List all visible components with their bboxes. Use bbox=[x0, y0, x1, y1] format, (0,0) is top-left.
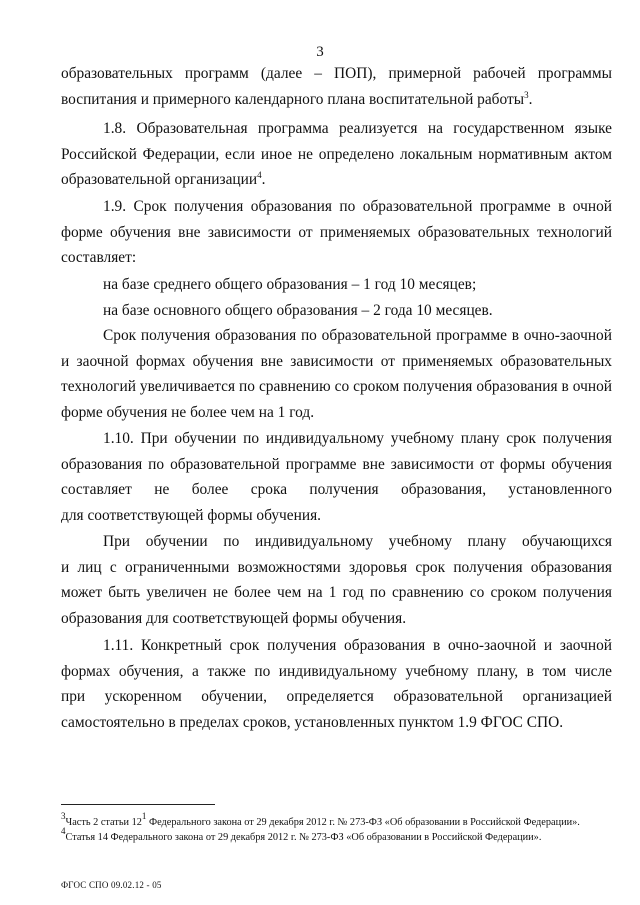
paragraph bbox=[61, 298, 612, 324]
text-line: образовательных программ (далее – ПОП), примерной рабочей программы bbox=[61, 65, 612, 82]
text-line: форме обучения не более чем на 1 год. bbox=[61, 403, 315, 421]
paragraph bbox=[61, 633, 612, 735]
text-line: самостоятельно в пределах сроков, установленных пунктом 1.9 ФГОС СПО. bbox=[61, 713, 564, 731]
text-line: технологий увеличивается по сравнению со сроком получения образования в очной bbox=[61, 378, 612, 395]
text-line: Срок получения образования по образовательной программе в очно-заочной bbox=[103, 327, 612, 344]
text-line: образования для соответствующей формы обучения. bbox=[61, 609, 407, 627]
text-line: и заочной формах обучения вне зависимости от применяемых образовательных bbox=[61, 352, 612, 370]
text-line: Российской Федерации, если иное не определено локальным нормативным актом bbox=[61, 145, 612, 163]
paragraph bbox=[61, 426, 612, 528]
footnote-ref: 4 bbox=[257, 170, 262, 180]
footnote-divider bbox=[61, 804, 215, 805]
text-line: воспитания и примерного календарного плана воспитательной работы$^3$. bbox=[61, 89, 533, 108]
page-number: 3 bbox=[316, 44, 324, 60]
text-line: на базе среднего общего образования – 1 год 10 месяцев; bbox=[103, 276, 477, 293]
text-line: и лиц с ограниченными возможностями здоровья срок получения образования bbox=[61, 558, 612, 576]
text-line: составляет не более срока получения образования, установленного bbox=[61, 481, 612, 498]
footnote: $^3$Часть 2 статьи $12^1$ Федерального закона от 29 декабря 2012 г. № 273-ФЗ «Об образовании в Российской Федерации». bbox=[61, 811, 580, 828]
footnote-mark: 4 bbox=[61, 826, 66, 836]
paragraph bbox=[61, 194, 612, 271]
text-line: 1.11. Конкретный срок получения образования в очно-заочной и заочной bbox=[103, 637, 612, 654]
paragraph bbox=[61, 116, 612, 193]
text-line: составляет: bbox=[61, 249, 137, 266]
footnote: $^4$Статья 14 Федерального закона от 29 декабря 2012 г. № 273-ФЗ «Об образовании в Российской Федерации». bbox=[61, 826, 542, 843]
footnote-ref: 3 bbox=[524, 89, 529, 100]
text-line: на базе основного общего образования – 2 года 10 месяцев. bbox=[103, 302, 493, 319]
text-line: 1.9. Срок получения образования по образовательной программе в очной bbox=[103, 198, 612, 215]
text-line: образовательной организации$^4$. bbox=[61, 170, 266, 188]
text-line: форме обучения вне зависимости от применяемых образовательных технологий bbox=[61, 223, 612, 241]
paragraph bbox=[61, 529, 612, 631]
text-line: При обучении по индивидуальному учебному плану обучающихся bbox=[103, 533, 612, 550]
text-line: при ускоренном обучении, определяется образовательной организацией bbox=[61, 688, 612, 705]
paragraph bbox=[61, 61, 612, 112]
text-line: образования по образовательной программе вне зависимости от формы обучения bbox=[61, 455, 612, 473]
text-line: 1.8. Образовательная программа реализуется на государственном языке bbox=[103, 120, 612, 137]
text-line: 1.10. При обучении по индивидуальному учебному плану срок получения bbox=[103, 430, 612, 447]
paragraph bbox=[61, 272, 612, 298]
text-line: может быть увеличен не более чем на 1 год по сравнению со сроком получения bbox=[61, 584, 612, 601]
paragraph bbox=[61, 323, 612, 425]
footnotes bbox=[61, 811, 621, 845]
text-line: формах обучения, а также по индивидуальному учебному плану, в том числе bbox=[61, 662, 612, 680]
text-line: для соответствующей формы обучения. bbox=[61, 506, 322, 524]
footnote-mark: 3 bbox=[61, 811, 66, 821]
document-code: ФГОС СПО 09.02.12 - 05 bbox=[61, 880, 162, 890]
